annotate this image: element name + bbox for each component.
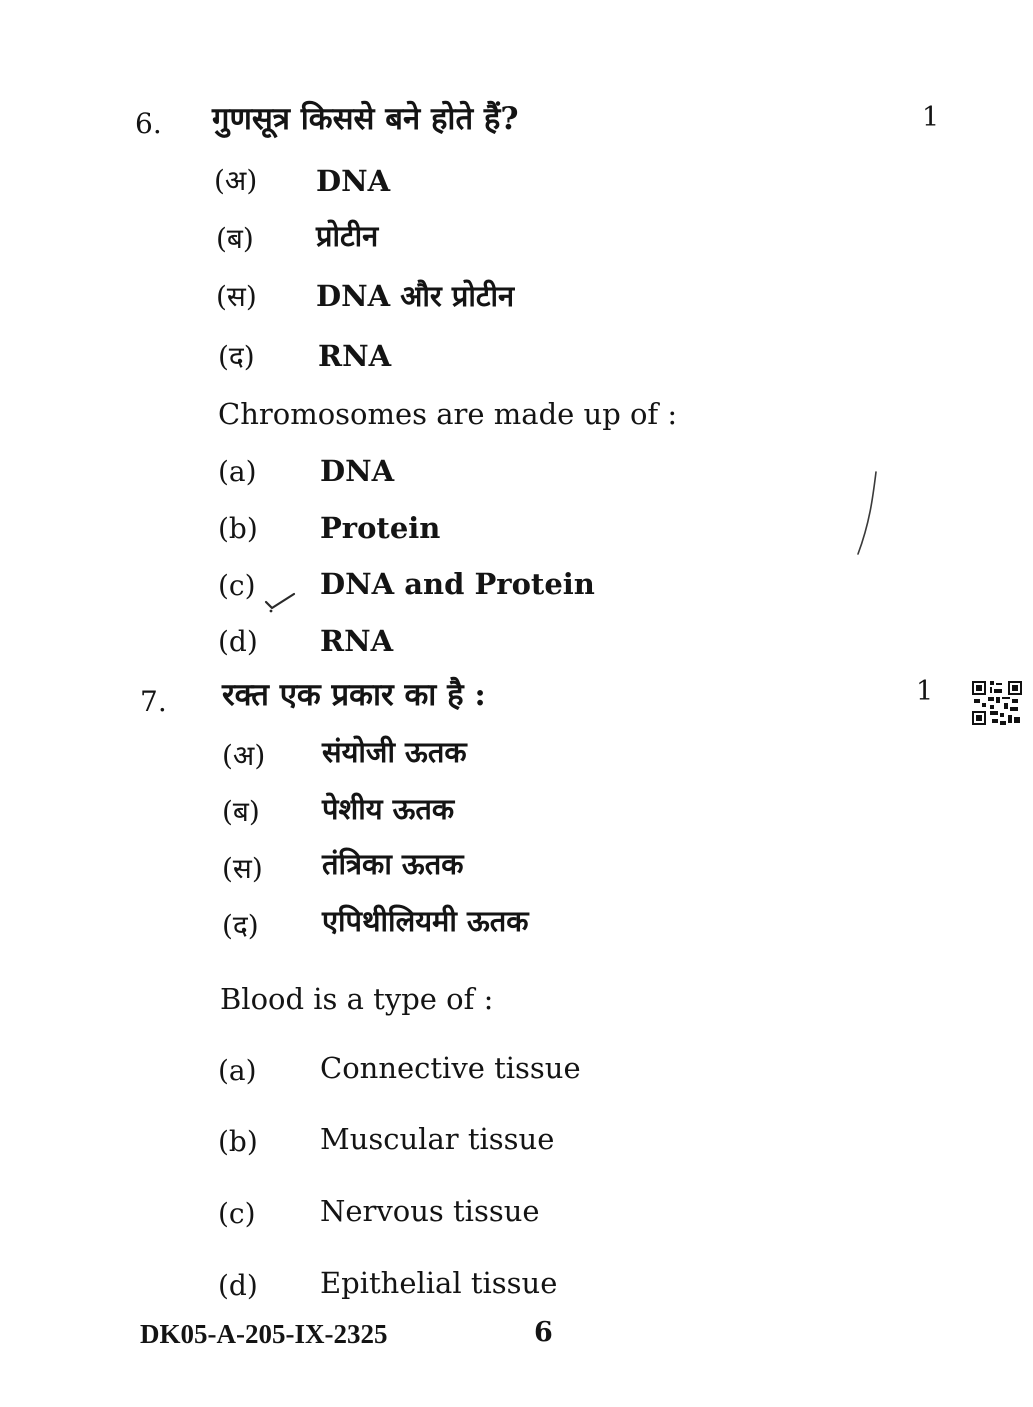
q7-hi-option-d-label: (द) [222,909,259,942]
q6-en-option-c-label: (c) [218,569,256,602]
q7-hi-option-d-text: एपिथीलियमी ऊतक [322,904,529,938]
q7-hi-option-c-label: (स) [222,852,263,885]
question-7-text-hindi: रक्त एक प्रकार का है : [222,677,486,713]
q7-en-option-c-text: Nervous tissue [320,1194,540,1228]
q6-en-option-d-text: RNA [320,624,394,658]
q7-en-option-c-label: (c) [218,1197,256,1230]
q6-en-option-b-label: (b) [218,512,258,545]
question-6-text-hindi: गुणसूत्र किससे बने होते हैं? [212,101,519,137]
q6-hi-option-b-label: (ब) [216,222,254,255]
q7-hi-option-a-label: (अ) [222,739,266,772]
q7-en-option-a-label: (a) [218,1054,257,1087]
q6-hi-option-d-text: RNA [318,339,392,373]
page-number: 6 [534,1317,553,1348]
q6-hi-option-a-text: DNA [316,164,391,198]
q7-hi-option-c-text: तंत्रिका ऊतक [322,847,464,881]
question-7-text-english: Blood is a type of : [220,982,494,1016]
question-7-marks: 1 [916,676,934,707]
q7-en-option-d-text: Epithelial tissue [320,1266,558,1300]
q7-en-option-b-label: (b) [218,1125,258,1158]
q7-en-option-d-label: (d) [218,1269,258,1302]
q6-hi-option-c-text: DNA और प्रोटीन [316,279,515,313]
question-6-number: 6. [135,107,162,140]
q6-hi-option-b-text: प्रोटीन [316,219,379,253]
q7-hi-option-b-label: (ब) [222,795,260,828]
q6-en-option-a-label: (a) [218,455,257,488]
q7-hi-option-b-text: पेशीय ऊतक [322,792,455,826]
q7-en-option-a-text: Connective tissue [320,1051,581,1085]
q6-hi-option-a-label: (अ) [214,164,258,197]
paper-code: DK05-A-205-IX-2325 [140,1319,388,1349]
q7-hi-option-a-text: संयोजी ऊतक [322,735,467,769]
question-7-number: 7. [140,685,167,718]
tick-mark-icon [262,588,298,614]
question-6-text-english: Chromosomes are made up of : [218,397,678,431]
q7-en-option-b-text: Muscular tissue [320,1122,555,1156]
question-6-marks: 1 [922,102,940,133]
q6-en-option-a-text: DNA [320,454,395,488]
q6-en-option-c-text: DNA and Protein [320,567,595,601]
q6-en-option-b-text: Protein [320,511,441,545]
q6-hi-option-c-label: (स) [216,280,257,313]
qr-code-icon [972,681,1022,725]
q6-en-option-d-label: (d) [218,625,258,658]
q6-hi-option-d-label: (द) [218,340,255,373]
pen-stroke-mark [852,470,882,556]
